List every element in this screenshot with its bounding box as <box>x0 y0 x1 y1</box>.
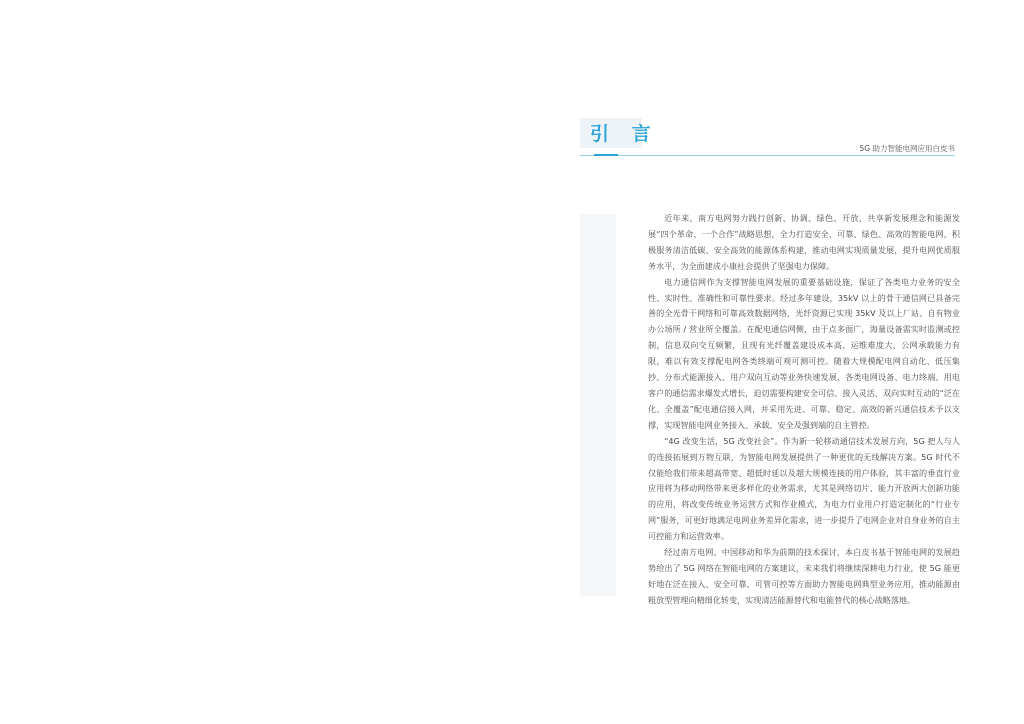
section-title: 引 言 <box>590 123 659 145</box>
header-rule <box>580 155 955 156</box>
paragraph: “4G 改变生活，5G 改变社会”。作为新一轮移动通信技术发展方向，5G 把人与人的连接拓展到万物互联，为智能电网发展提供了一种更优的无线解决方案。5G 时代不仅能给我们带来超高带宽、超低时延以及超大规模连接的用户体验，其丰富的垂直行业应用将为移动网络带来更多样化的业务需求，尤其是网络切片、能力开放两大创新功能的应用，将改变传统业务运营方式和作业模式，为电力行业用户打造定制化的“行业专网”服务，可更好地满足电网业务差异化需求，进一步提升了电网企业对自身业务的自主可控能力和运营效率。 <box>648 435 960 542</box>
paragraph: 近年来，南方电网努力践行创新、协调、绿色、开放、共享新发展理念和能源发展“四个革命、一个合作”战略思想，全力打造安全、可靠、绿色、高效的智能电网，积极服务清洁低碳、安全高效的能源体系构建，推动电网实现质量发展，提升电网优质服务水平，为全面建成小康社会提供了坚强电力保障。 <box>648 213 960 271</box>
paragraph: 经过南方电网、中国移动和华为前期的技术探讨，本白皮书基于智能电网的发展趋势给出了 5G 网络在智能电网的方案建议，未来我们将继续深耕电力行业，使 5G 能更好地在泛在接入、安全可靠、可管可控等方面助力智能电网典型业务应用，推动能源由粗放型管理向精细化转变，实现清洁能源替代和电能替代的核心战略落地。 <box>648 547 960 605</box>
body-text <box>648 211 960 609</box>
section-header <box>580 118 955 158</box>
title-underline-accent <box>594 154 618 156</box>
side-margin-strip <box>580 214 616 596</box>
paragraph: 电力通信网作为支撑智能电网发展的重要基础设施，保证了各类电力业务的安全性、实时性、准确性和可靠性要求。经过多年建设，35kV 以上的骨干通信网已具备完善的全光骨干网络和可靠高效数据网络，光纤资源已实现 35kV 及以上厂站、自有物业办公场所 / 营业所全覆盖。在配电通信网侧，由于点多面广，海量设备需实时监测或控制，信息双向交互频繁，且现有光纤覆盖建设成本高、运维难度大，公网承载能力有限，难以有效支撑配电网各类终端可观可测可控。随着大规模配电网自动化、低压集抄、分布式能源接入、用户双向互动等业务快速发展，各类电网设备、电力终端、用电客户的通信需求爆发式增长，迫切需要构建安全可信、接入灵活、双向实时互动的“泛在化、全覆盖”配电通信接入网，并采用先进、可靠、稳定、高效的新兴通信技术予以支撑，实现智能电网业务接入、承载、安全及强到端的自主管控。 <box>648 276 960 430</box>
document-subtitle: 5G 助力智能电网应用白皮书 <box>859 144 955 153</box>
